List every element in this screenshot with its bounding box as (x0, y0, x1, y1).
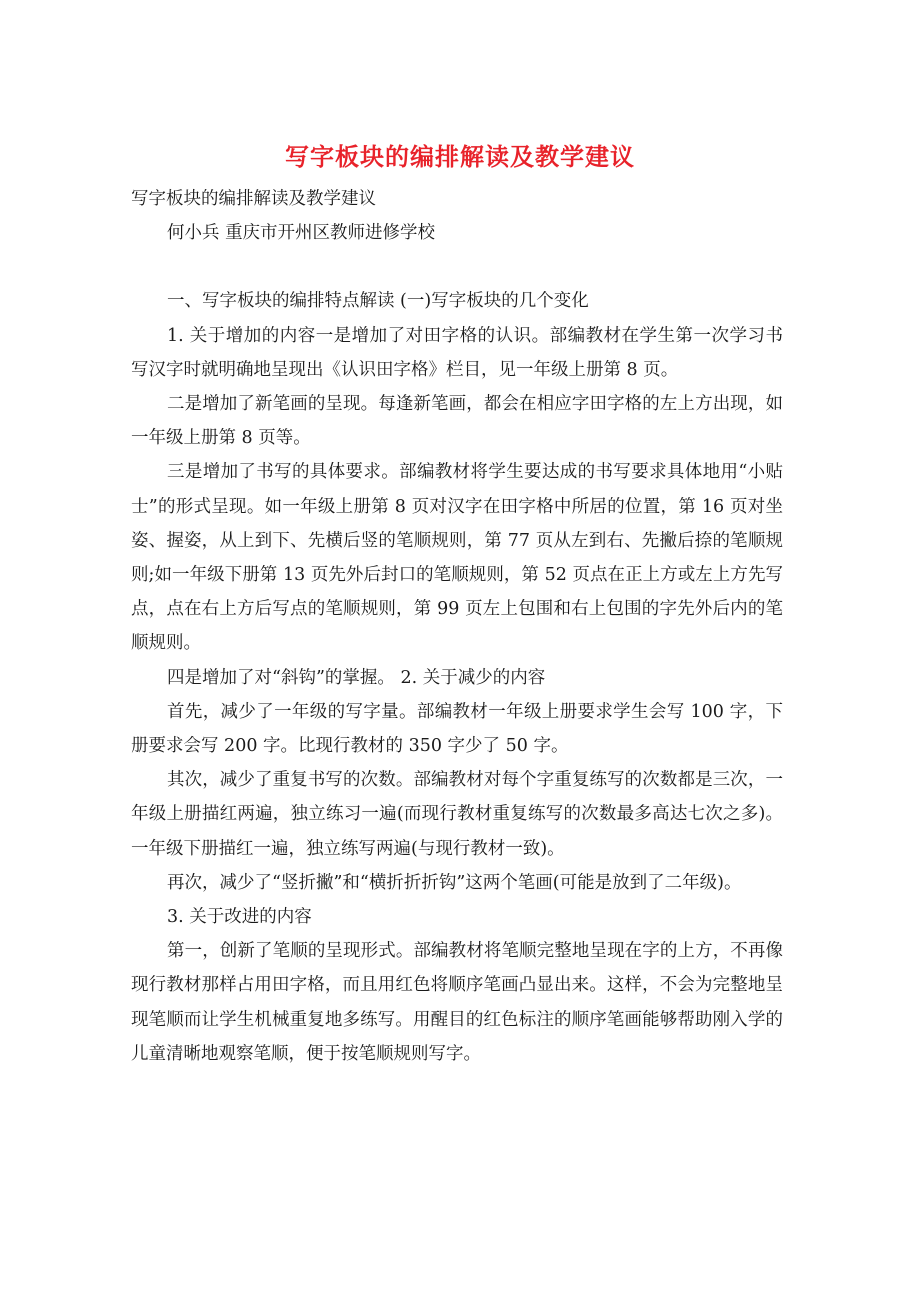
paragraph: 再次，减少了“竖折撇”和“横折折折钩”这两个笔画(可能是放到了二年级)。 (167, 872, 742, 893)
paragraph: 四是增加了对“斜钩”的掌握。 2. 关于减少的内容 (167, 667, 546, 688)
document-title: 写字板块的编排解读及教学建议 (285, 142, 635, 171)
paragraph: 首先，减少了一年级的写字量。部编教材一年级上册要求学生会写 100 字，下册要求会写 200 字。比现行教材的 350 字少了 50 字。 (131, 701, 783, 757)
subsection-heading: 3. 关于改进的内容 (167, 907, 312, 928)
paragraph: 其次，减少了重复书写的次数。部编教材对每个字重复练写的次数都是三次，一年级上册描红两遍，独立练习一遍(而现行教材重复练写的次数最多高达七次之多)。一年级下册描红一遍，独立练写两遍(与现行教材一致)。 (131, 770, 783, 859)
document-body (131, 182, 783, 1071)
document-subtitle: 写字板块的编排解读及教学建议 (131, 189, 376, 209)
author-line: 何小兵 重庆市开州区教师进修学校 (167, 223, 436, 244)
paragraph: 二是增加了新笔画的呈现。每逢新笔画，都会在相应字田字格的左上方出现，如一年级上册第 8 页等。 (131, 394, 783, 449)
paragraph: 第一，创新了笔顺的呈现形式。部编教材将笔顺完整地呈现在字的上方，不再像现行教材那样占用田字格，而且用红色将顺序笔画凸显出来。这样，不会为完整地呈现笔顺而让学生机械重复地多练写。用醒目的红色标注的顺序笔画能够帮助刚入学的儿童清晰地观察笔顺，便于按笔顺规则写字。 (131, 941, 783, 1064)
paragraph: 三是增加了书写的具体要求。部编教材将学生要达成的书写要求具体地用“小贴士”的形式呈现。如一年级上册第 8 页对汉字在田字格中所居的位置，第 16 页对坐姿、握姿，从上到下、先横后竖的笔顺规则，第 77 页从左到右、先撇后捺的笔顺规则;如一年级下册第 13 页先外后封口的笔顺规则，第 52 页点在正上方或左上方先写点，点在右上方后写点的笔顺规则，第 99 页左上包围和右上包围的字先外后内的笔顺规则。 (131, 462, 783, 654)
paragraph: 1. 关于增加的内容一是增加了对田字格的认识。部编教材在学生第一次学习书写汉字时就明确地呈现出《认识田字格》栏目，见一年级上册第 8 页。 (131, 325, 783, 380)
section-heading: 一、写字板块的编排特点解读 (一)写字板块的几个变化 (167, 291, 589, 312)
